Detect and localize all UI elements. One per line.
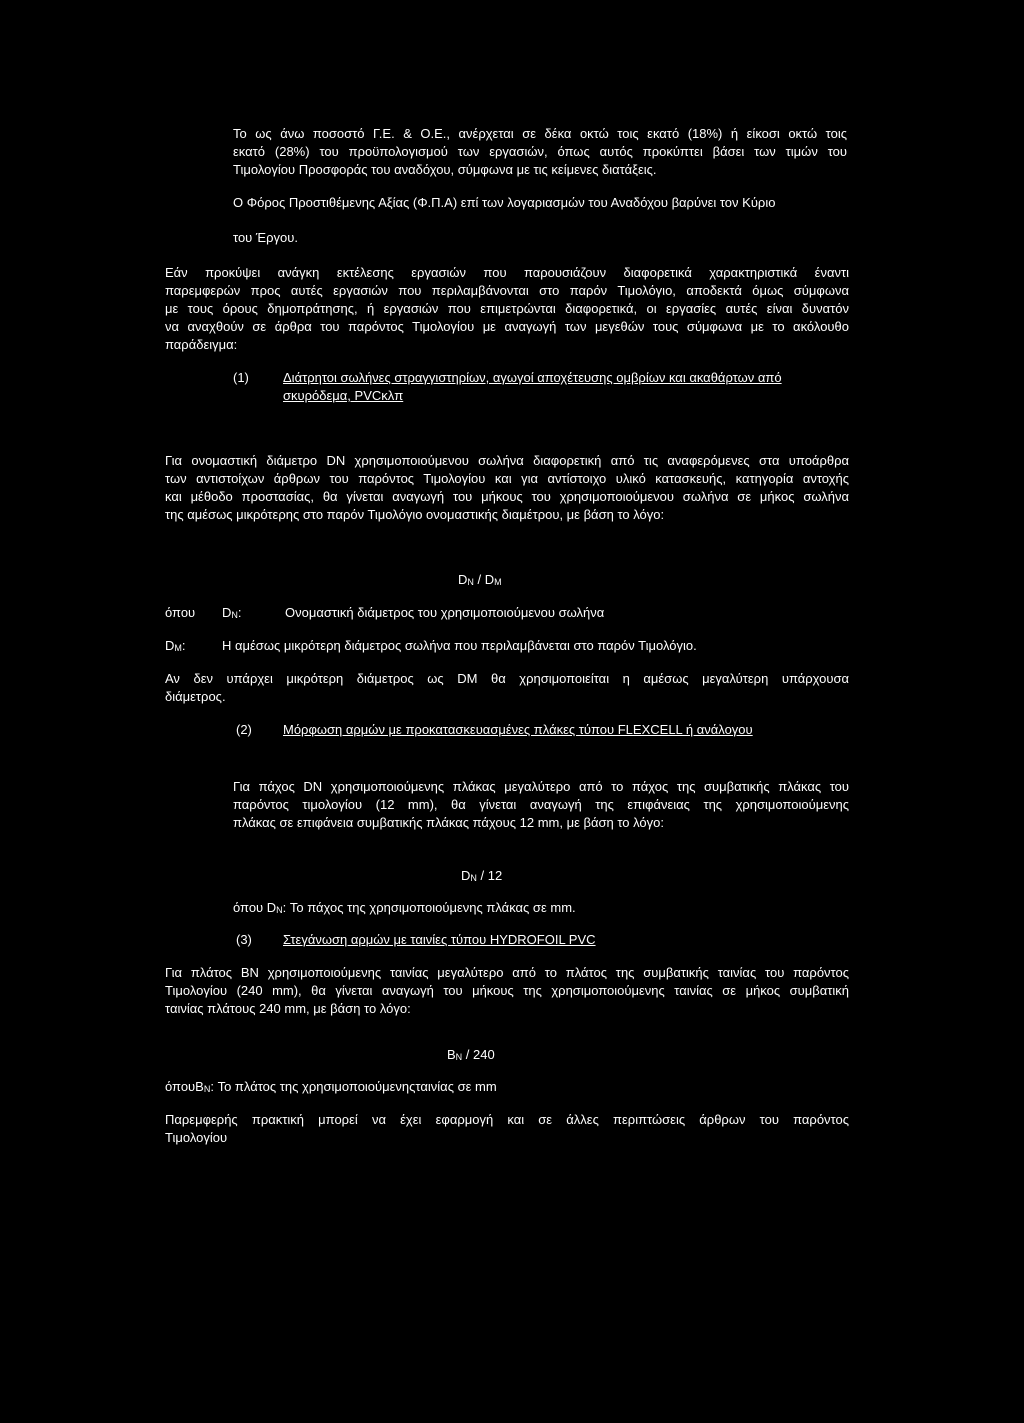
body-text-line: παρόντος τιμολογίου (12 mm), θα γίνεται αναγωγή της επιφάνειας της χρησιμοποιούμενης <box>233 797 849 812</box>
formula: $D_N / D_M$ <box>458 572 502 587</box>
where-label: όπου <box>165 605 196 620</box>
body-text-line: παράδειγμα: <box>165 337 238 352</box>
definition-text: Ονομαστική διάμετρος του χρησιμοποιούμενου σωλήνα <box>285 605 605 620</box>
body-text-line: Τιμολογίου <box>165 1130 228 1145</box>
where-definition: όπουB$_N$: Το πλάτος της χρησιμοποιούμενηςταινίας σε mm <box>165 1079 497 1094</box>
item-heading: Μόρφωση αρμών με προκατασκευασμένες πλάκες τύπου FLEXCELL ή ανάλογου <box>283 722 753 737</box>
definition-symbol: $D_N$: <box>222 605 242 620</box>
body-text-line: Εάν προκύψει ανάγκη εκτέλεσης εργασιών που παρουσιάζουν διαφορετικά χαρακτηριστικά έναντι <box>165 265 849 280</box>
body-text-line: παρεμφερών προς αυτές εργασιών που περιλαμβάνονται στο παρόν Τιμολόγιο, αποδεκτά όμως σύμφωνα <box>165 283 849 298</box>
body-text-line: πλάκας σε επιφάνεια συμβατικής πλάκας πάχους 12 mm, με βάση το λόγο: <box>233 815 664 830</box>
body-text-line: και μέθοδο προστασίας, θα γίνεται αναγωγή του μήκους του χρησιμοποιούμενου σωλήνα σε μήκος σωλήνα <box>165 489 849 504</box>
body-text-line: Για πάχος DN χρησιμοποιούμενης πλάκας μεγαλύτερο από το πάχος της συμβατικής πλάκας του <box>233 779 849 794</box>
body-text-line: Αν δεν υπάρχει μικρότερη διάμετρος ως DM θα χρησιμοποιείται η αμέσως μεγαλύτερη υπάρχουσα <box>165 671 849 686</box>
body-text-line: με τους όρους δημοπράτησης, ή εργασιών που επιμετρώνται διαφορετικά, οι εργασίες αυτές είναι δυνατόν <box>165 301 849 316</box>
body-text-line: Τιμολογίου (240 mm), θα γίνεται αναγωγή του μήκους της χρησιμοποιούμενης ταινίας σε μήκος συμβατική <box>165 983 849 998</box>
body-text-line: διάμετρος. <box>165 689 226 704</box>
formula: $B_N / 240$ <box>447 1047 495 1062</box>
item-number: (3) <box>236 932 252 947</box>
body-text-line: Παρεμφερής πρακτική μπορεί να έχει εφαρμογή και σε άλλες περιπτώσεις άρθρων του παρόντος <box>165 1112 849 1127</box>
item-number: (2) <box>236 722 252 737</box>
body-text-line: Τιμολογίου Προσφοράς του αναδόχου, σύμφωνα με τις κείμενες διατάξεις. <box>233 162 657 177</box>
body-text-line: Για πλάτος BN χρησιμοποιούμενης ταινίας μεγαλύτερο από το πλάτος της συμβατικής ταινίας του παρόντος <box>165 965 849 980</box>
where-definition: όπου $D_N$: Το πάχος της χρησιμοποιούμενης πλάκας σε mm. <box>233 900 576 915</box>
body-text-line: Το ως άνω ποσοστό Γ.Ε. & Ο.Ε., ανέρχεται σε δέκα οκτώ τοις εκατό (18%) ή είκοσι οκτώ τοις <box>233 126 847 141</box>
definition-text: Η αμέσως μικρότερη διάμετρος σωλήνα που περιλαμβάνεται στο παρόν Τιμολόγιο. <box>222 638 697 653</box>
body-text-line: της αμέσως μικρότερης στο παρόν Τιμολόγιο ονομαστικής διαμέτρου, με βάση το λόγο: <box>165 507 665 522</box>
body-text-line: εκατό (28%) του προϋπολογισμού των εργασιών, όπως αυτός προκύπτει βάσει των τιμών του <box>233 144 847 159</box>
body-text-line: Για ονομαστική διάμετρο DN χρησιμοποιούμενου σωλήνα διαφορετική από τις αναφερόμενες στα υποάρθρα <box>165 453 849 468</box>
formula: $D_N / 12$ <box>461 868 503 883</box>
body-text-line: του Έργου. <box>233 230 298 245</box>
body-text-line: ταινίας πλάτους 240 mm, με βάση το λόγο: <box>165 1001 411 1016</box>
body-text-line: Ο Φόρος Προστιθέμενης Αξίας (Φ.Π.Α) επί των λογαριασμών του Αναδόχου βαρύνει τον Κύριο <box>233 195 776 210</box>
definition-symbol: $D_M$: <box>165 638 186 653</box>
body-text-line: των αντιστοίχων άρθρων του παρόντος Τιμολογίου και για αντίστοιχο υλικό κατασκευής, κατηγορία αντοχής <box>165 471 849 486</box>
body-text-line: να αναχθούν σε άρθρα του παρόντος Τιμολογίου με αναγωγή των μεγεθών τους σύμφωνα με το ακόλουθο <box>165 319 849 334</box>
item-heading: Διάτρητοι σωλήνες στραγγιστηρίων, αγωγοί αποχέτευσης ομβρίων και ακαθάρτων από <box>283 370 782 385</box>
item-number: (1) <box>233 370 249 385</box>
item-heading: Στεγάνωση αρμών με ταινίες τύπου HYDROFOIL PVC <box>283 932 596 947</box>
item-heading: σκυρόδεμα, PVCκλπ <box>283 388 404 403</box>
